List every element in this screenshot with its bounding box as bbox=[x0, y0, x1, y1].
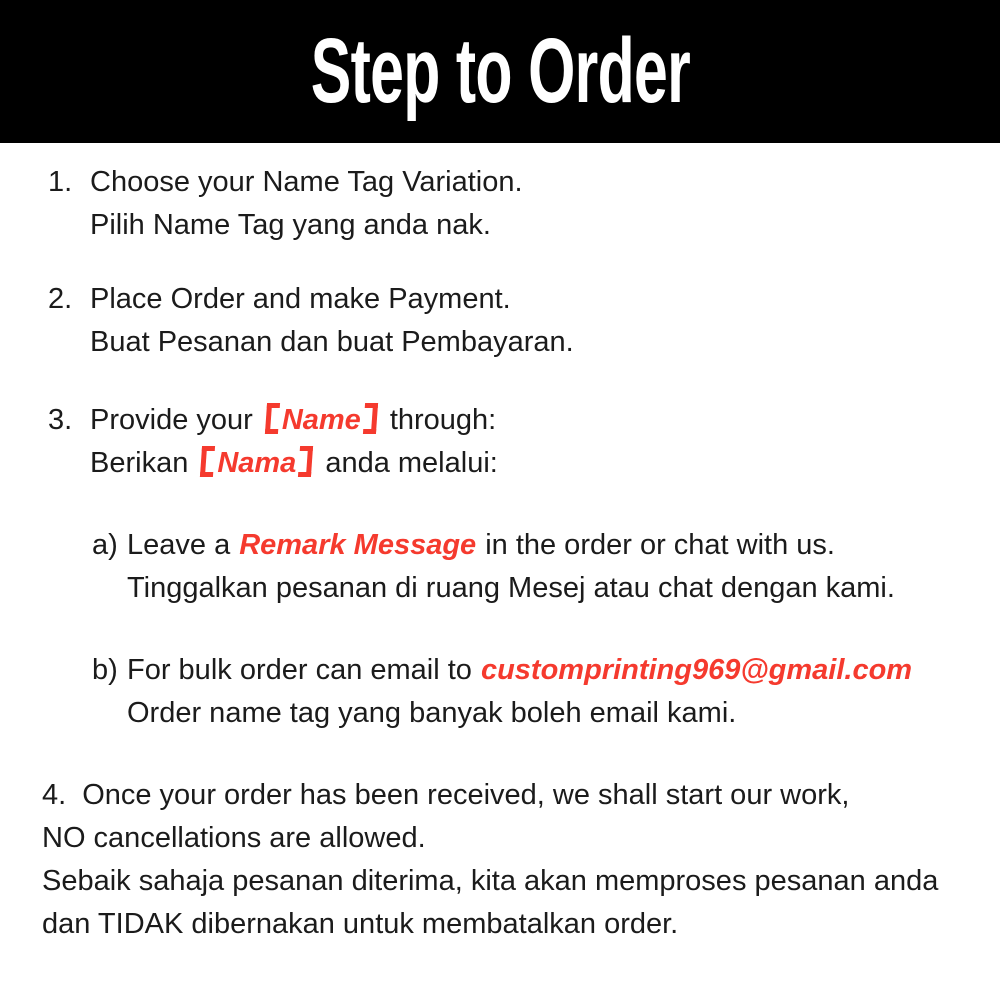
step-1-number: 1. bbox=[48, 166, 73, 198]
step-3b-marker: b) bbox=[92, 654, 118, 686]
step-3-en-post: through: bbox=[389, 404, 497, 436]
lenticular-bracket-open-icon bbox=[265, 403, 280, 434]
step-2-body bbox=[90, 278, 972, 364]
step-1-text-ms: Pilih Name Tag yang anda nak. bbox=[90, 209, 491, 241]
step-2-number: 2. bbox=[48, 283, 73, 315]
step-2 bbox=[48, 278, 972, 364]
step-3-en-highlight: Name bbox=[281, 404, 361, 436]
name-highlight-en bbox=[266, 404, 377, 436]
step-4-line-3: Sebaik sahaja pesanan diterima, kita akan memproses pesanan anda bbox=[42, 865, 939, 897]
step-3-body bbox=[90, 399, 972, 485]
lenticular-bracket-close-icon bbox=[363, 403, 378, 434]
email-address-highlight: customprinting969@gmail.com bbox=[480, 654, 913, 686]
step-3-text-ms bbox=[90, 442, 972, 485]
step-3-ms-post: anda melalui: bbox=[325, 447, 498, 479]
step-1 bbox=[48, 161, 972, 247]
instructions bbox=[0, 143, 1000, 946]
page-title: Step to Order bbox=[310, 20, 690, 122]
step-3a-text-en bbox=[127, 524, 972, 567]
step-3b-body bbox=[127, 649, 972, 735]
step-3-number: 3. bbox=[48, 404, 73, 436]
step-3a-text-ms: Tinggalkan pesanan di ruang Mesej atau chat dengan kami. bbox=[127, 572, 895, 604]
lenticular-bracket-close-icon bbox=[298, 446, 313, 477]
step-1-text-en: Choose your Name Tag Variation. bbox=[90, 166, 523, 198]
step-3a-en-pre: Leave a bbox=[127, 529, 231, 561]
step-3a-body bbox=[127, 524, 972, 610]
step-4-line-2: NO cancellations are allowed. bbox=[42, 822, 426, 854]
step-3-ms-highlight: Nama bbox=[217, 447, 297, 479]
step-3b-en-pre: For bulk order can email to bbox=[127, 654, 472, 686]
lenticular-bracket-open-icon bbox=[200, 446, 215, 477]
step-1-body bbox=[90, 161, 972, 247]
step-3-text-en bbox=[90, 399, 972, 442]
step-4-line-1 bbox=[42, 774, 972, 817]
step-4-number: 4. bbox=[42, 779, 67, 811]
step-3b bbox=[92, 649, 972, 735]
step-3-ms-pre: Berikan bbox=[90, 447, 189, 479]
remark-message-highlight: Remark Message bbox=[239, 529, 477, 561]
step-3b-text-ms: Order name tag yang banyak boleh email kami. bbox=[127, 697, 737, 729]
step-3-en-pre: Provide your bbox=[90, 404, 253, 436]
step-4-line-4: dan TIDAK dibernakan untuk membatalkan order. bbox=[42, 908, 679, 940]
step-3b-text-en bbox=[127, 649, 972, 692]
name-highlight-ms bbox=[201, 447, 312, 479]
step-3 bbox=[48, 399, 972, 485]
step-4 bbox=[42, 774, 972, 946]
step-2-text-en: Place Order and make Payment. bbox=[90, 283, 511, 315]
step-3a-en-post: in the order or chat with us. bbox=[485, 529, 835, 561]
step-2-text-ms: Buat Pesanan dan buat Pembayaran. bbox=[90, 326, 574, 358]
title-banner bbox=[0, 0, 1000, 143]
step-3a bbox=[92, 524, 972, 610]
step-4-text-1: Once your order has been received, we shall start our work, bbox=[82, 779, 850, 811]
step-3a-marker: a) bbox=[92, 529, 118, 561]
